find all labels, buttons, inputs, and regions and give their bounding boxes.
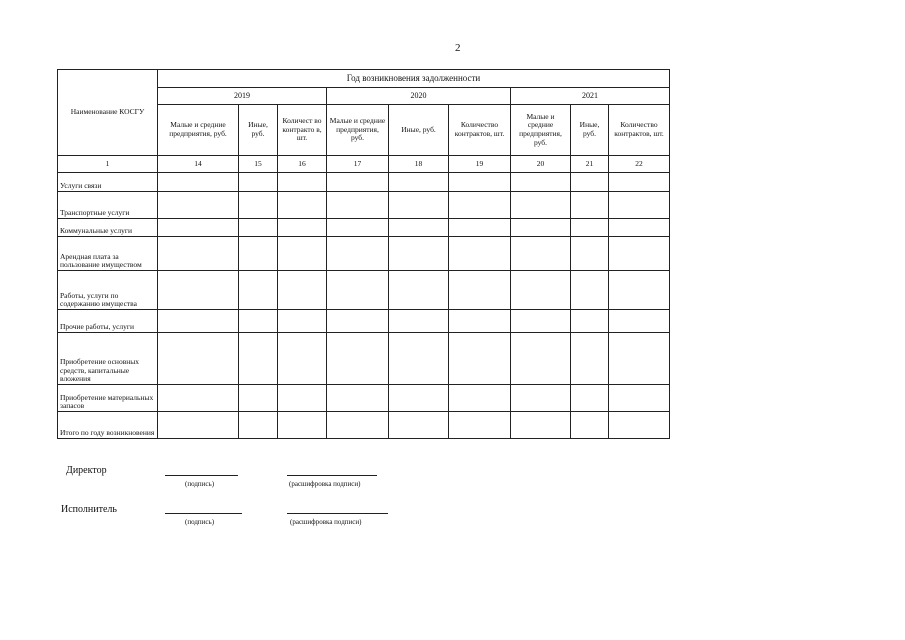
table-cell [389, 219, 449, 237]
column-number: 22 [609, 156, 670, 173]
table-cell [571, 219, 609, 237]
row-label: Приобретение основных средств, капитальные вложения [58, 333, 158, 385]
table-cell [571, 412, 609, 439]
row-label: Транспортные услуги [58, 192, 158, 219]
table-cell [327, 271, 389, 310]
table-cell [511, 192, 571, 219]
table-cell [239, 173, 278, 192]
table-cell [327, 219, 389, 237]
debt-table [57, 69, 670, 439]
table-cell [511, 173, 571, 192]
subheader-cell: Количество контрактов, шт. [449, 105, 511, 156]
director-name-caption: (расшифровка подписи) [289, 480, 361, 488]
table-cell [327, 333, 389, 385]
subheader-cell: Иные, руб. [571, 105, 609, 156]
table-cell [239, 219, 278, 237]
table-cell [449, 271, 511, 310]
table-cell [327, 173, 389, 192]
table-cell [511, 219, 571, 237]
table-cell [389, 385, 449, 412]
executor-label: Исполнитель [61, 504, 117, 515]
subheader-cell: Иные, руб. [389, 105, 449, 156]
table-cell [239, 271, 278, 310]
table-row [58, 310, 670, 333]
table-cell [571, 310, 609, 333]
table-cell [158, 173, 239, 192]
table-cell [571, 237, 609, 271]
table-cell [158, 310, 239, 333]
row-label: Коммунальные услуги [58, 219, 158, 237]
table-row [58, 237, 670, 271]
table-cell [389, 271, 449, 310]
table-row-total [58, 412, 670, 439]
table-cell [511, 385, 571, 412]
table-cell [449, 333, 511, 385]
table-cell [239, 385, 278, 412]
table-cell [239, 333, 278, 385]
table-row [58, 385, 670, 412]
table-cell [571, 333, 609, 385]
table-cell [571, 173, 609, 192]
table-cell [449, 385, 511, 412]
table-cell [389, 333, 449, 385]
page-number: 2 [455, 42, 461, 54]
table-cell [278, 385, 327, 412]
header-year-2020: 2020 [327, 88, 511, 105]
table-cell [158, 333, 239, 385]
row-label: Итого по году возникновения [58, 412, 158, 439]
table-cell [278, 333, 327, 385]
director-signature-caption: (подпись) [185, 480, 215, 488]
subheader-cell: Малые и средние предприятия, руб. [158, 105, 239, 156]
table-cell [158, 412, 239, 439]
executor-name-caption: (расшифровка подписи) [290, 518, 362, 526]
table-cell [389, 237, 449, 271]
subheader-cell: Количест во контракто в, шт. [278, 105, 327, 156]
executor-signature-line[interactable] [165, 513, 242, 514]
row-label: Услуги связи [58, 173, 158, 192]
table-row [58, 219, 670, 237]
table-cell [449, 192, 511, 219]
table-cell [511, 333, 571, 385]
table-row [58, 173, 670, 192]
table-cell [278, 237, 327, 271]
table-cell [327, 310, 389, 333]
table-cell [609, 173, 670, 192]
table-cell [389, 173, 449, 192]
table-cell [239, 412, 278, 439]
table-cell [449, 237, 511, 271]
table-cell [389, 412, 449, 439]
subheader-cell: Малые и средние предприятия, руб. [327, 105, 389, 156]
table-cell [511, 310, 571, 333]
table-cell [278, 412, 327, 439]
column-number: 19 [449, 156, 511, 173]
column-number: 20 [511, 156, 571, 173]
table-cell [389, 192, 449, 219]
table-cell [239, 310, 278, 333]
column-number: 1 [58, 156, 158, 173]
column-number: 16 [278, 156, 327, 173]
table-cell [158, 385, 239, 412]
table-cell [571, 192, 609, 219]
table-cell [609, 192, 670, 219]
table-cell [389, 310, 449, 333]
subheader-cell: Малые и средние предприятия, руб. [511, 105, 571, 156]
header-year-2021: 2021 [511, 88, 670, 105]
row-label: Прочие работы, услуги [58, 310, 158, 333]
table-cell [278, 271, 327, 310]
table-cell [278, 310, 327, 333]
table-cell [571, 385, 609, 412]
row-label: Арендная плата за пользование имуществом [58, 237, 158, 271]
subheader-cell: Иные, руб. [239, 105, 278, 156]
table-row [58, 192, 670, 219]
table-cell [239, 192, 278, 219]
table-row [58, 333, 670, 385]
table-cell [278, 219, 327, 237]
table-cell [158, 219, 239, 237]
table-cell [511, 271, 571, 310]
table-cell [609, 333, 670, 385]
header-name-kosgu: Наименование КОСГУ [58, 70, 158, 156]
table-cell [609, 219, 670, 237]
table-cell [609, 271, 670, 310]
table-row [58, 271, 670, 310]
executor-name-line[interactable] [287, 513, 388, 514]
table-cell [511, 237, 571, 271]
row-label: Работы, услуги по содержанию имущества [58, 271, 158, 310]
table-cell [327, 192, 389, 219]
table-cell [511, 412, 571, 439]
column-number: 14 [158, 156, 239, 173]
table-cell [571, 271, 609, 310]
table-cell [609, 385, 670, 412]
table-cell [449, 173, 511, 192]
subheader-cell: Количество контрактов, шт. [609, 105, 670, 156]
column-number: 21 [571, 156, 609, 173]
table-cell [158, 271, 239, 310]
table-cell [609, 310, 670, 333]
table-cell [449, 412, 511, 439]
table-cell [449, 310, 511, 333]
row-label: Приобретение материальных запасов [58, 385, 158, 412]
column-number: 18 [389, 156, 449, 173]
table-cell [158, 192, 239, 219]
director-label: Директор [66, 465, 107, 476]
table-cell [449, 219, 511, 237]
table-cell [278, 192, 327, 219]
header-debt-year: Год возникновения задолженности [158, 70, 670, 88]
table-cell [609, 412, 670, 439]
director-name-line[interactable] [287, 475, 377, 476]
table-cell [278, 173, 327, 192]
table-cell [327, 385, 389, 412]
table-cell [239, 237, 278, 271]
table-cell [327, 237, 389, 271]
executor-signature-caption: (подпись) [185, 518, 215, 526]
column-number: 15 [239, 156, 278, 173]
header-year-2019: 2019 [158, 88, 327, 105]
table-cell [327, 412, 389, 439]
table-cell [158, 237, 239, 271]
table-cell [609, 237, 670, 271]
director-signature-line[interactable] [165, 475, 238, 476]
column-number: 17 [327, 156, 389, 173]
